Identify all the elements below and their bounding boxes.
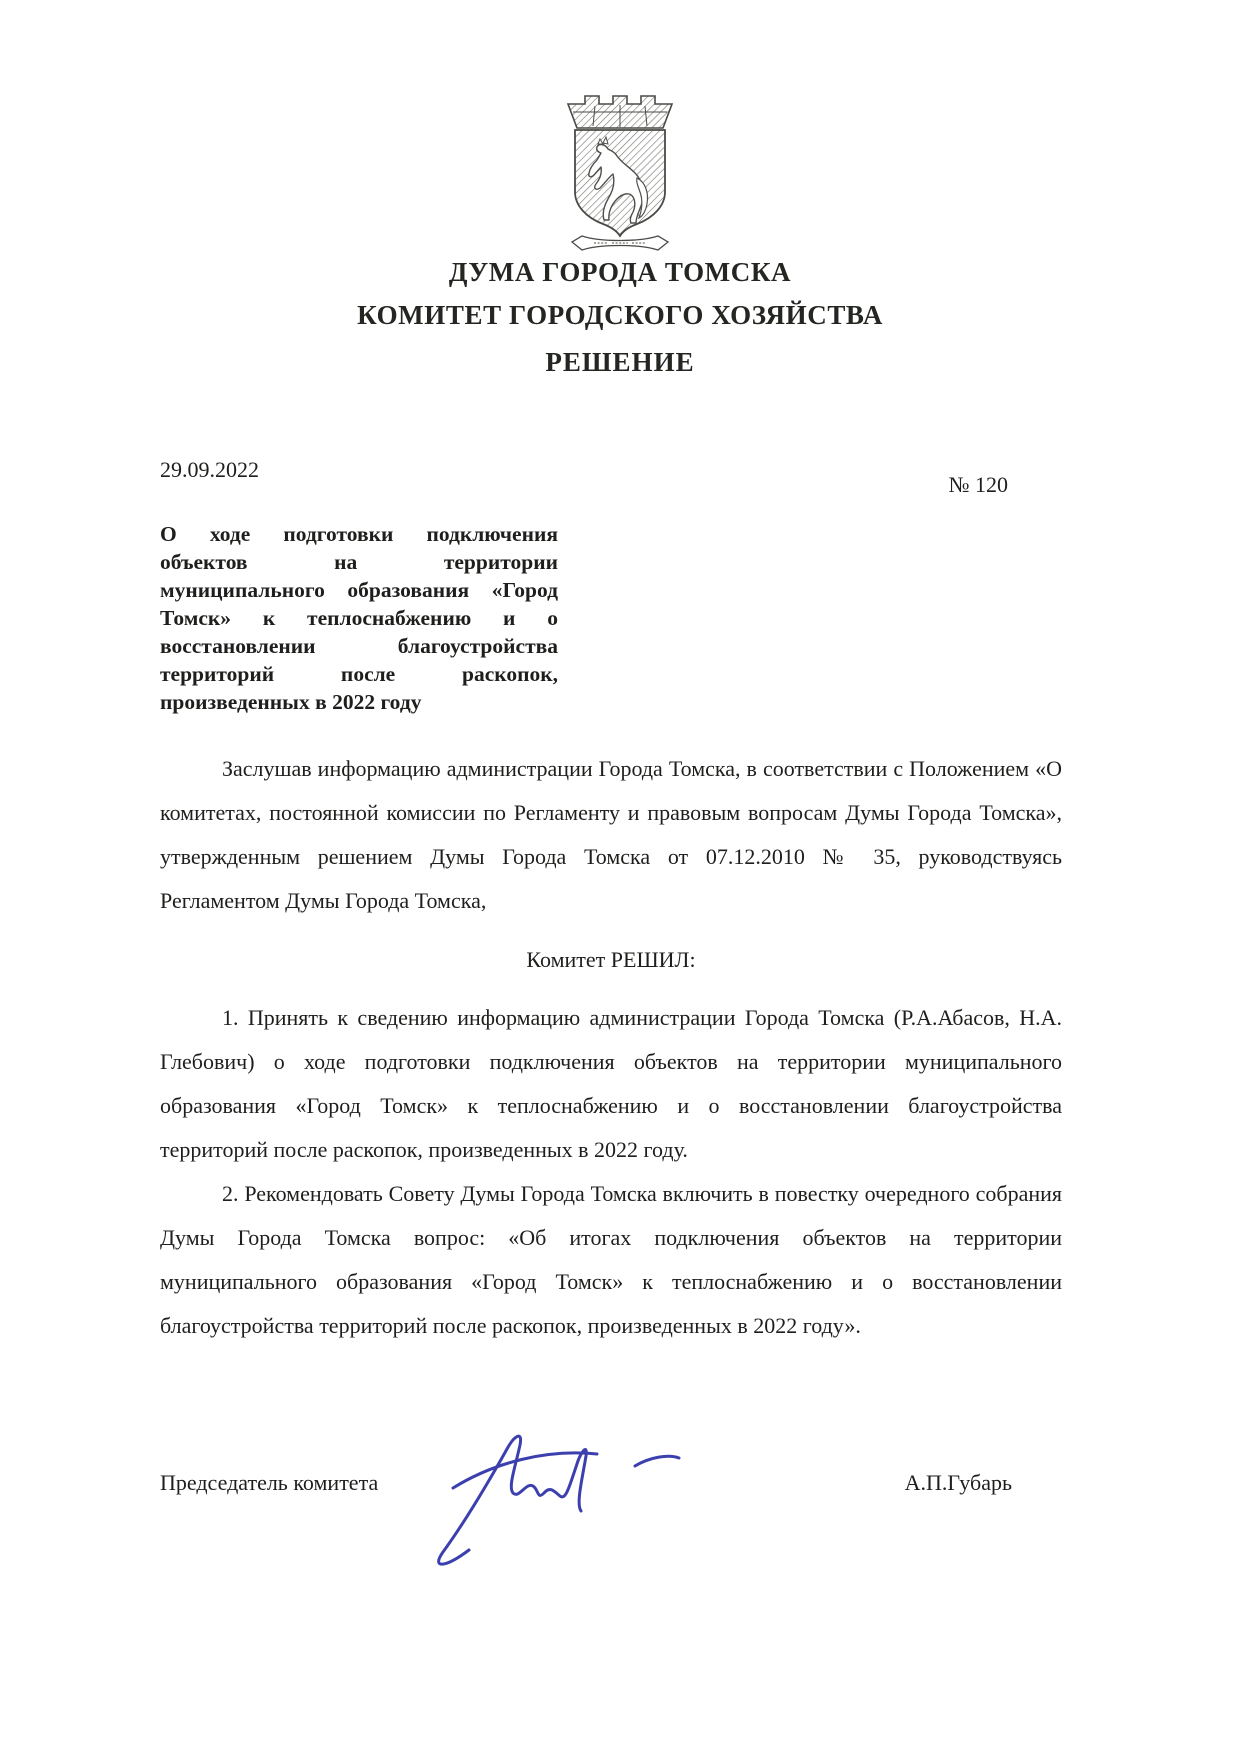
signature-block [160, 1470, 1062, 1496]
shield-icon [575, 130, 665, 236]
document-number: № 120 [948, 472, 1008, 497]
signer-position: Председатель комитета [160, 1470, 379, 1495]
signer-name: А.П.Губарь [904, 1470, 1012, 1495]
mural-crown-icon [568, 96, 672, 128]
resolution-item-1: 1. Принять к сведению информацию администрации Города Томска (Р.А.Абасов, Н.А. Глебович) о ходе подготовки подключения объектов на территории муниципального образования «Город Томск» к теплоснабжению и о восстановлении благоустройства территорий после раскопок, произведенных в 2022 году. [160, 1005, 1062, 1162]
resolution-items [160, 996, 1062, 1348]
handwritten-signature [407, 1422, 707, 1572]
motto-ribbon-icon [572, 236, 668, 250]
document-date: 29.09.2022 [160, 457, 259, 482]
resolution-item-2: 2. Рекомендовать Совету Думы Города Томска включить в повестку очередного собрания Думы Города Томска вопрос: «Об итогах подключения объектов на территории муниципального образования «Город Томск» к теплоснабжению и о восстановлении благоустройства территорий после раскопок, произведенных в 2022 году». [160, 1181, 1062, 1338]
tomsk-coat-of-arms-icon [525, 94, 715, 254]
committee-name: КОМИТЕТ ГОРОДСКОГО ХОЗЯЙСТВА [357, 300, 883, 330]
resolution-heading: Комитет РЕШИЛ: [526, 947, 696, 972]
date-number-row [160, 457, 1062, 497]
preamble-paragraph: Заслушав информацию администрации Города Томска, в соответствии с Положением «О комитетах, постоянной комиссии по Регламенту и правовым вопросам Думы Города Томска», утвержденным решением Думы Города Томска от 07.12.2010 № 35, руководствуясь Регламентом Думы Города Томска, [160, 756, 1062, 913]
organization-name: ДУМА ГОРОДА ТОМСКА [448, 257, 792, 287]
document-type-title: РЕШЕНИЕ [545, 347, 695, 377]
document-subject: О ходе подготовки подключения объектов на территории муниципального образования «Город Томск» к теплоснабжению и о восстановлении благоустройства территорий после раскопок, произведенных в 2022 году [160, 522, 558, 714]
coat-of-arms [0, 94, 1240, 254]
document-body [0, 457, 1240, 1496]
